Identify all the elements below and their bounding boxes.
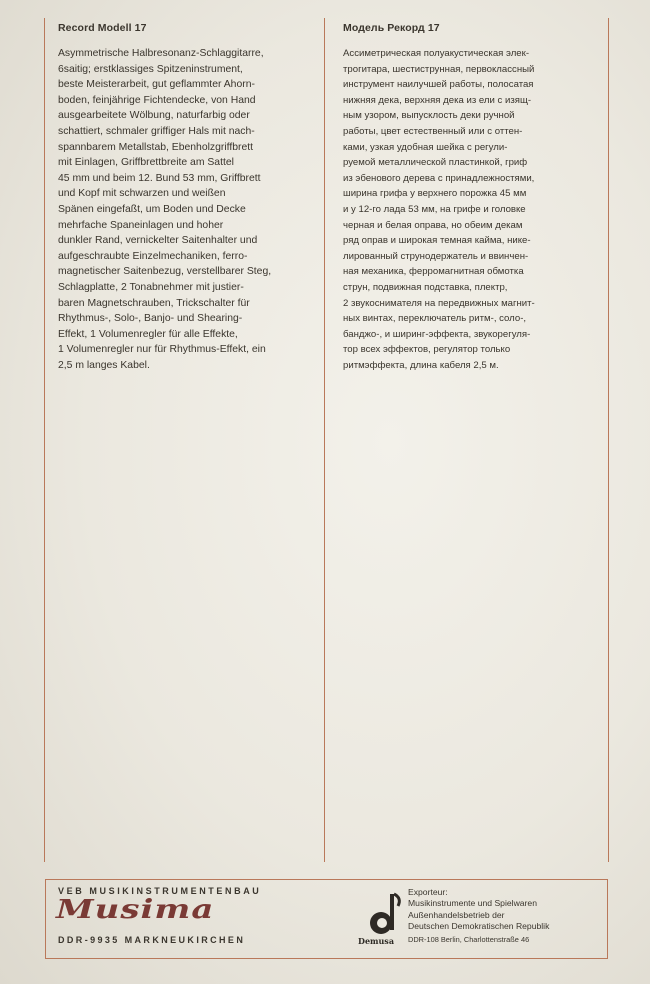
german-column	[58, 22, 320, 373]
demusa-wordmark: Demusa	[358, 936, 394, 946]
exporter-label: Exporteur:	[408, 887, 448, 897]
column-divider-rule	[324, 18, 325, 862]
russian-column	[343, 22, 605, 373]
german-title: Record Modell 17	[58, 22, 147, 34]
manufacturer-line: VEB MUSIKINSTRUMENTENBAU	[58, 886, 262, 896]
russian-description: Ассиметрическая полуакустическая элек- трогитара, шестиструнная, первоклассный инструмент наилучшей работы, полосатая нижняя дека, верхняя дека из ели с изящ- ным узором, выпусклость деки ручной работы, цвет естественный или с оттен- ками, узкая удобная шейка с регули- руемой металлической пластинкой, гриф из эбенового дерева с принадлежностями, ширина грифа у верхнего порожка 45 мм и у 12-го лада 53 мм, на грифе и головке черная и белая оправа, но обеим декам ряд оправ и широкая темная кайма, нике- лированный струнодержатель и ввинчен- ная механика, ферромагнитная обмотка струн, подвижная подставка, плектр, 2 звукоснимателя на передвижных магнит- ных винтах, переключатель ритм-, соло-, банджо-, и шиpинг-эффекта, звукорегуля- тор всех эффектов, регулятор только ритмэффекта, длина кабеля 2,5 м.	[343, 48, 535, 371]
manufacturer-footer	[45, 879, 608, 959]
exporter-address: DDR-108 Berlin, Charlottenstraße 46	[408, 934, 530, 944]
musima-logo: Musima	[56, 894, 215, 926]
exporter-line-4: Deutschen Demokratischen Republik	[408, 921, 550, 932]
exporter-line-2: Musikinstrumente und Spielwaren	[408, 898, 537, 909]
demusa-logo-icon	[364, 890, 404, 940]
german-description: Asymmetrische Halbresonanz-Schlaggitarre, 6saitig; erstklassiges Spitzeninstrument, beste Meisterarbeit, gut geflammter Ahorn- boden, feinjährige Fichtendecke, von Hand ausgearbeitete Wölbung, naturfarbig oder schattiert, schmaler griffiger Hals mit nach- spannbarem Metallstab, Ebenholzgriffbrett mit Einlagen, Griffbrettbreite am Sattel 45 mm und beim 12. Bund 53 mm, Griffbrett und Kopf mit schwarzen und weißen Spänen eingefaßt, um Boden und Decke mehrfache Spaneinlagen und hoher dunkler Rand, vernickelter Saitenhalter und aufgeschraubte Einzelmechaniken, ferro- magnetischer Saitenbezug, verstellbarer Steg, Schlagplatte, 2 Tonabnehmer mit justier- baren Magnetschrauben, Trickschalter für Rhythmus-, Solo-, Banjo- und Shearing- Effekt, 1 Volumenregler für alle Effekte, 1 Volumenregler nur für Rhythmus-Effekt, ein 2,5 m langes Kabel.	[58, 48, 272, 371]
russian-title: Модель Рекорд 17	[343, 22, 440, 34]
manufacturer-address: DDR-9935 MARKNEUKIRCHEN	[58, 935, 246, 945]
right-margin-rule	[608, 18, 609, 862]
exporter-info	[408, 887, 549, 945]
exporter-line-3: Außenhandelsbetrieb der	[408, 909, 505, 920]
left-margin-rule	[44, 18, 45, 862]
